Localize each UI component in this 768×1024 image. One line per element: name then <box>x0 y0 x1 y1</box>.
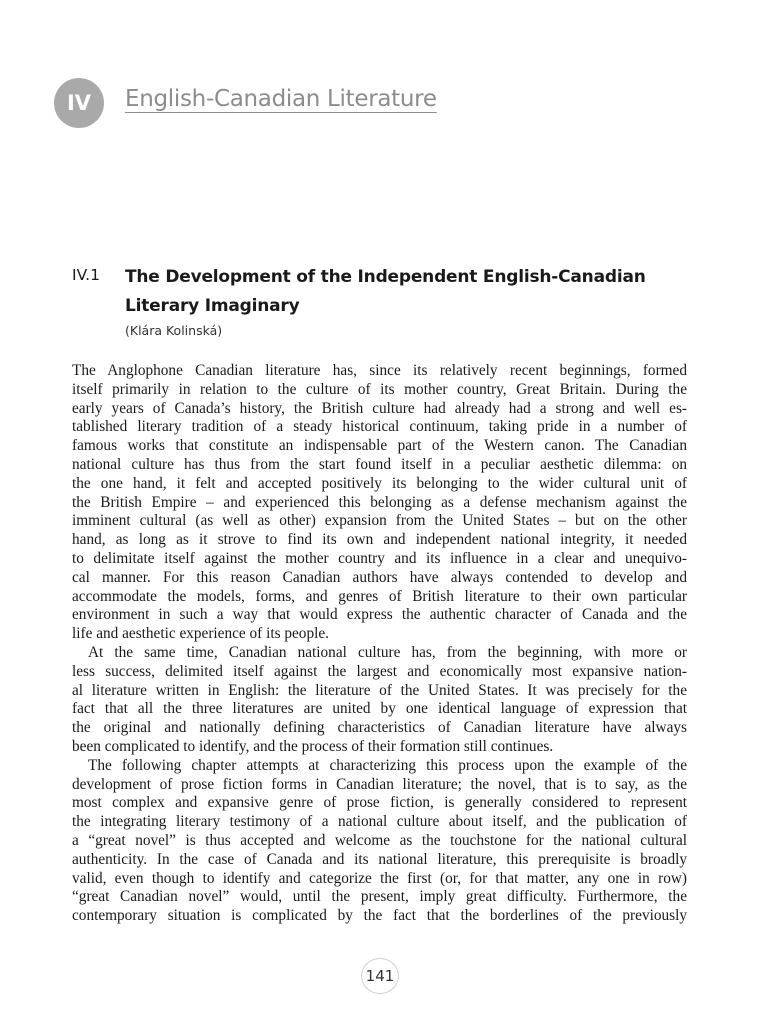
body-line: hand, as long as it strove to find its own and independent national integrity, it needed <box>72 531 687 549</box>
page-number: 141 <box>361 958 399 994</box>
body-line: contemporary situation is complicated by the fact that the borderlines of the previously <box>72 907 687 925</box>
body-line: a “great novel” is thus accepted and welcome as the touchstone for the national cultural <box>72 831 687 849</box>
section-title-line: Literary Imaginary <box>125 296 300 316</box>
body-line: to delimitate itself against the mother country and its influence in a clear and unequivo- <box>72 549 687 567</box>
body-line: the integrating literary testimony of a national culture about itself, and the publication of <box>72 813 687 831</box>
body-line: authenticity. In the case of Canada and its national literature, this prerequisite is broadly <box>72 850 687 868</box>
body-line: The following chapter attempts at characterizing this process upon the example of the <box>88 756 687 774</box>
body-line: the one hand, it felt and accepted positively its belonging to the wider cultural unit of <box>72 474 687 492</box>
body-line: the British Empire – and experienced this belonging as a defense mechanism against the <box>72 493 687 511</box>
body-line: tablished literary tradition of a steady historical continuum, taking pride in a number of <box>72 418 687 436</box>
body-text <box>72 362 687 926</box>
section-title-line: The Development of the Independent English-Canadian <box>125 267 646 287</box>
body-line: imminent cultural (as well as other) expansion from the United States – but on the other <box>72 512 687 530</box>
body-line: itself primarily in relation to the culture of its mother country, Great Britain. During the <box>72 380 687 398</box>
body-line: “great Canadian novel” would, until the present, imply great difficulty. Furthermore, the <box>72 888 687 906</box>
body-line: valid, even though to identify and categorize the first (or, for that matter, any one in row) <box>72 869 687 887</box>
body-line: life and aesthetic experience of its people. <box>72 625 329 643</box>
body-line: development of prose fiction forms in Canadian literature; the novel, that is to say, as the <box>72 775 687 793</box>
body-line: environment in such a way that would express the authentic character of Canada and the <box>72 606 687 624</box>
body-line: the original and nationally defining characteristics of Canadian literature have always <box>72 719 687 737</box>
body-line: fact that all the three literatures are united by one identical language of expression that <box>72 700 687 718</box>
body-line: At the same time, Canadian national culture has, from the beginning, with more or <box>88 643 687 661</box>
body-line: famous works that constitute an indispensable part of the Western canon. The Canadian <box>72 437 687 455</box>
body-line: The Anglophone Canadian literature has, since its relatively recent beginnings, formed <box>72 362 687 379</box>
body-line: most complex and expansive genre of prose fiction, is generally considered to represent <box>72 794 687 812</box>
body-line: accommodate the models, forms, and genres of British literature to their own particular <box>72 587 687 605</box>
body-line: been complicated to identify, and the process of their formation still continues. <box>72 737 554 755</box>
body-line: national culture has thus from the start found itself in a peculiar aesthetic dilemma: on <box>72 455 687 473</box>
body-line: early years of Canada’s history, the British culture had already had a strong and well es- <box>72 399 687 417</box>
chapter-number-badge: IV <box>54 78 104 128</box>
body-line: less success, delimited itself against the largest and economically most expansive nation- <box>72 662 687 680</box>
body-line: al literature written in English: the literature of the United States. It was precisely for the <box>72 681 687 699</box>
section-title <box>125 263 685 321</box>
body-line: cal manner. For this reason Canadian authors have always contended to develop and <box>72 568 687 586</box>
section-author: (Klára Kolinská) <box>125 323 223 338</box>
section-number: IV.1 <box>72 266 100 284</box>
chapter-title: English-Canadian Literature <box>125 86 437 112</box>
